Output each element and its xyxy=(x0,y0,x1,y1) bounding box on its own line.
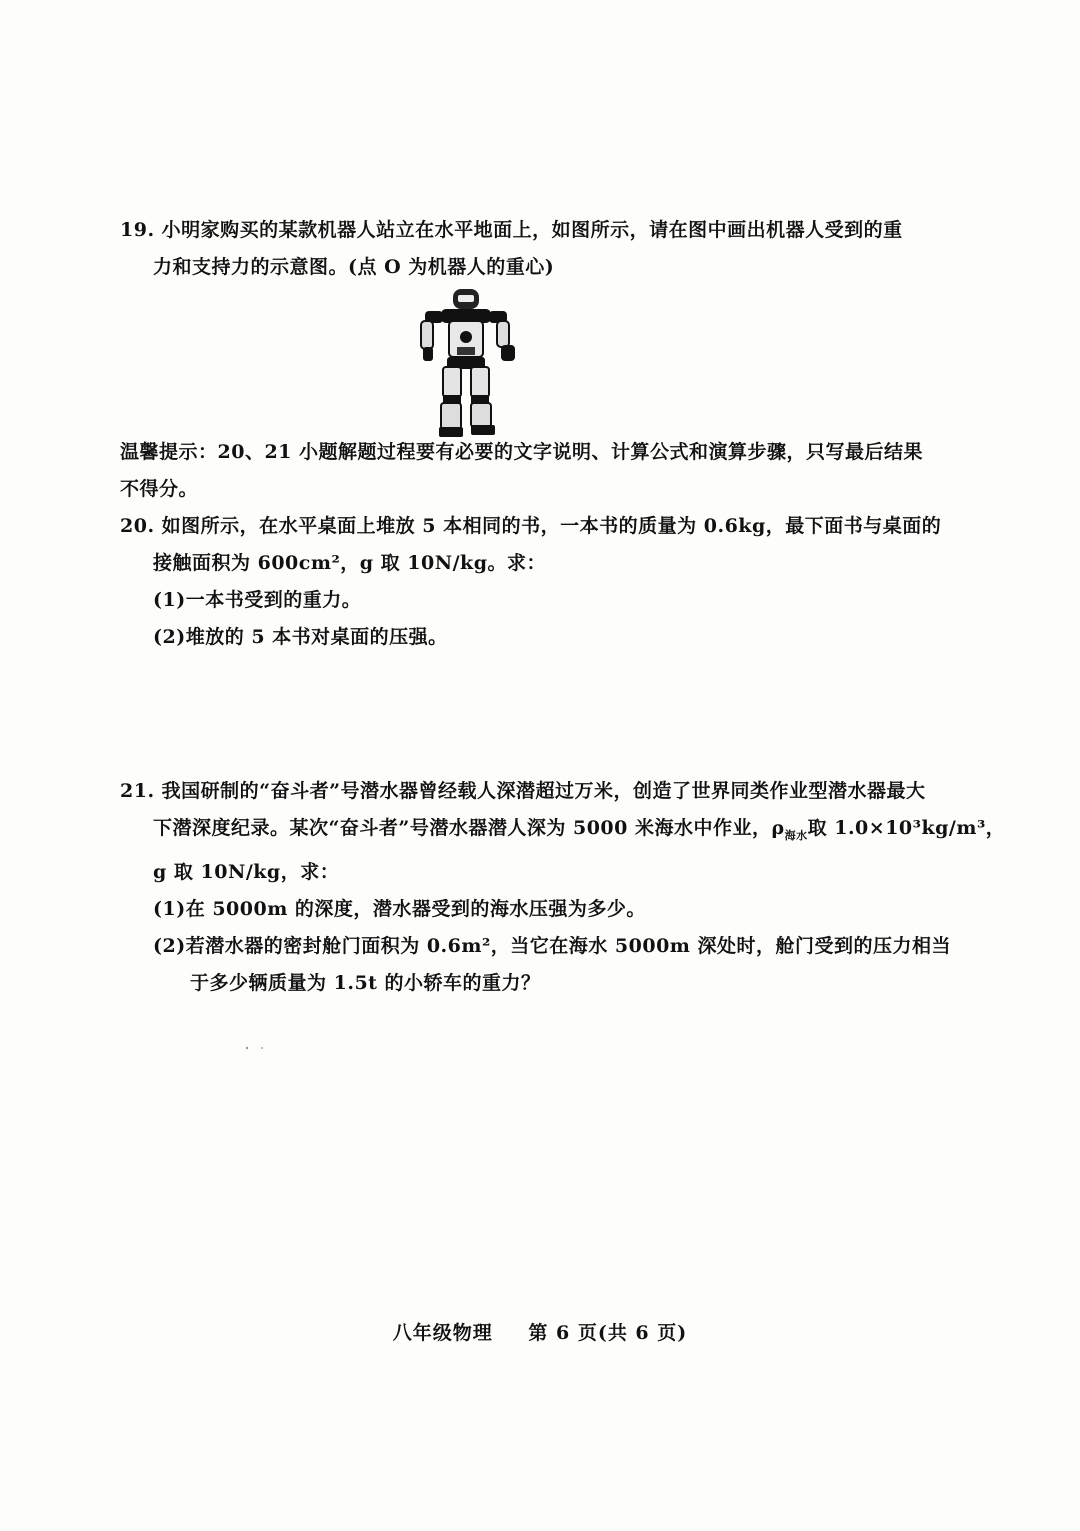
tip-line-2: 不得分。 xyxy=(120,478,199,500)
q21-sub-1: (1)在 5000m 的深度，潜水器受到的海水压强为多少。 xyxy=(153,897,646,920)
q21-line-1: 21. 我国研制的“奋斗者”号潜水器曾经载人深潜超过万米，创造了世界同类作业型潜水器最大 xyxy=(120,780,926,802)
q21-line-2a: 下潜深度纪录。某次“奋斗者”号潜水器潜人深为 5000 米海水中作业，ρ xyxy=(153,817,785,839)
tip xyxy=(120,434,980,508)
rho-subscript: 海水 xyxy=(784,828,808,842)
footer-page-number: 第 6 页(共 6 页) xyxy=(528,1322,688,1344)
q21-line-3: g 取 10N/kg，求： xyxy=(153,860,340,883)
q20-line-1: 20. 如图所示，在水平桌面上堆放 5 本相同的书，一本书的质量为 0.6kg，最下面书与桌面的 xyxy=(120,515,942,537)
tip-line-1: 温馨提示：20、21 小题解题过程要有必要的文字说明、计算公式和演算步骤，只写最后结果 xyxy=(120,441,923,463)
q19-line-2: 力和支持力的示意图。(点 O 为机器人的重心) xyxy=(153,256,555,278)
robot-figure xyxy=(413,287,519,439)
q21-line-2b: 取 1.0×10³kg/m³， xyxy=(807,817,1006,839)
robot-image xyxy=(413,287,519,439)
q19-line-1: 19. 小明家购买的某款机器人站立在水平地面上，如图所示，请在图中画出机器人受到的重 xyxy=(120,219,903,241)
q21-line-2 xyxy=(120,810,1006,854)
page-footer xyxy=(0,1318,1080,1345)
footer-subject: 八年级物理 xyxy=(392,1322,493,1344)
question-20 xyxy=(120,508,980,656)
question-19 xyxy=(120,212,980,286)
q20-sub-1: (1)一本书受到的重力。 xyxy=(153,589,362,611)
q20-sub-2: (2)堆放的 5 本书对桌面的压强。 xyxy=(153,626,448,648)
q21-sub-2b: 于多少辆质量为 1.5t 的小轿车的重力？ xyxy=(190,971,541,994)
q20-line-2: 接触面积为 600cm²，g 取 10N/kg。求： xyxy=(153,552,546,574)
question-21 xyxy=(120,773,1006,1002)
scan-speck xyxy=(244,1046,266,1050)
q21-sub-2a: (2)若潜水器的密封舱门面积为 0.6m²，当它在海水 5000m 深处时，舱门受到的压力相当 xyxy=(153,934,952,957)
